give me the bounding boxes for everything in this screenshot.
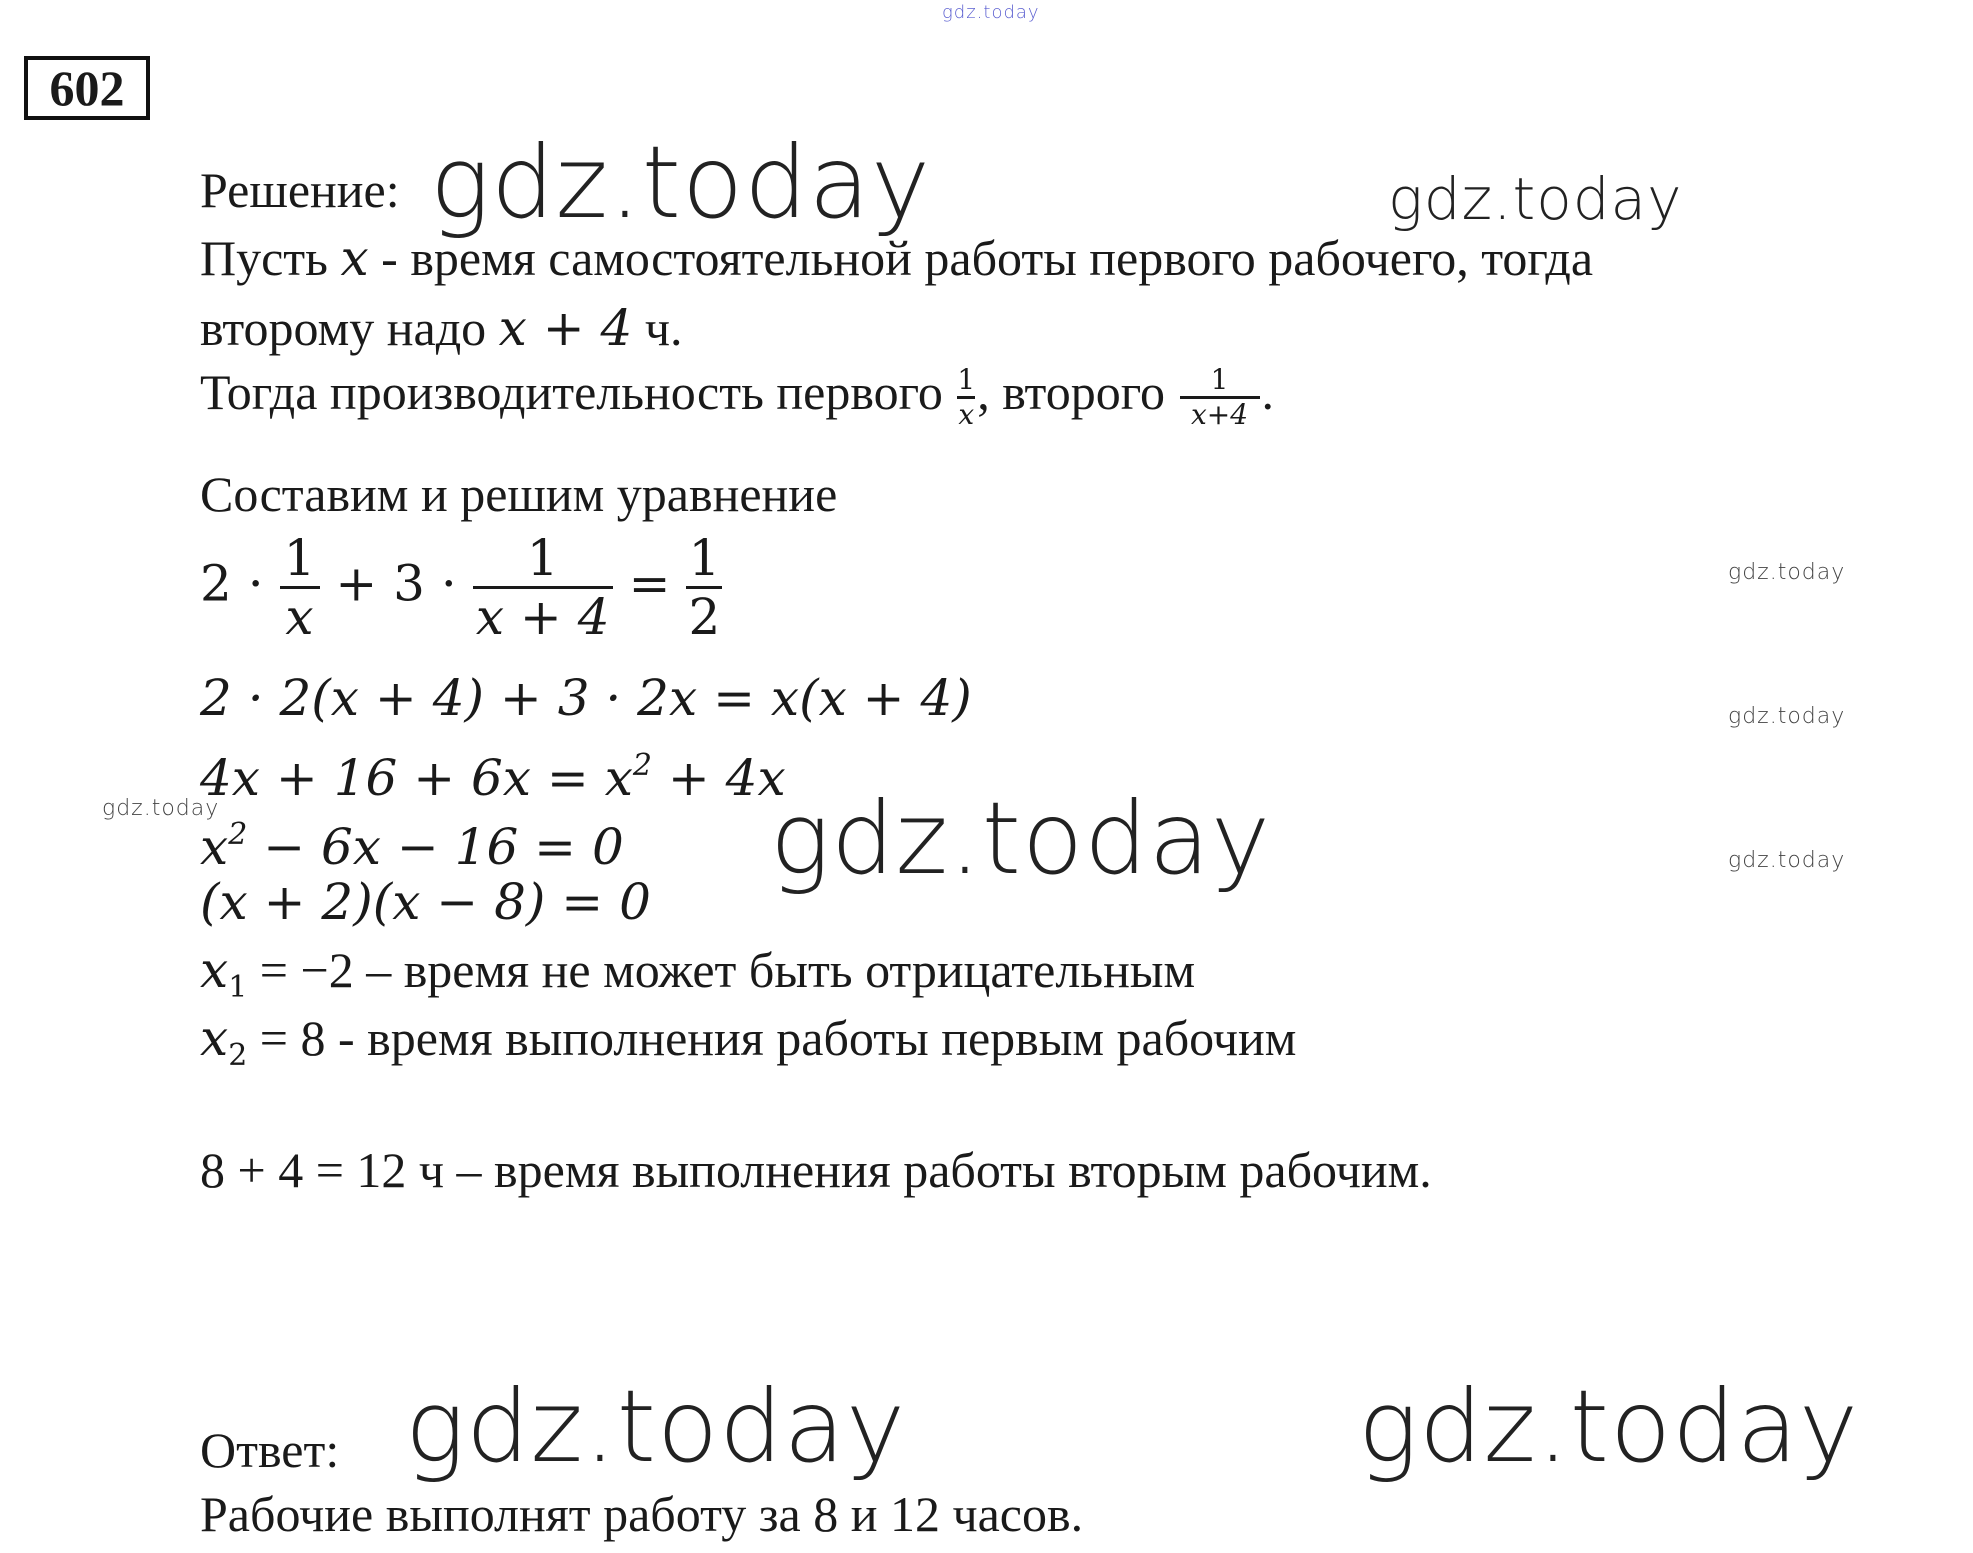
eq1-part-b: + 3 ·	[319, 554, 473, 613]
fraction-denominator: x + 4	[475, 588, 610, 646]
fraction-denominator: x	[285, 588, 314, 646]
eq1-fraction-2	[473, 530, 613, 645]
fraction-denominator: 2	[688, 588, 721, 646]
equation-5: (x + 2)(x − 8) = 0	[200, 873, 651, 931]
watermark-large-1: gdz.today	[430, 124, 932, 241]
eq4-rest: − 6x − 16 = 0	[247, 818, 624, 876]
eq7-var: x	[200, 1009, 229, 1067]
watermark-small-4: gdz.today	[102, 796, 220, 821]
eq3-left: 4x + 16 + 6x = x	[200, 749, 633, 807]
expr-x-plus-4: x + 4	[498, 299, 633, 357]
watermark-large-3: gdz.today	[405, 1368, 907, 1485]
text-line-3	[200, 362, 1274, 431]
eq1-fraction-3	[686, 530, 722, 645]
task-number: 602	[24, 56, 150, 120]
fraction-denominator: x	[958, 398, 975, 432]
watermark-medium-1: gdz.today	[1388, 165, 1683, 233]
answer-label: Ответ:	[200, 1422, 340, 1478]
fraction-numerator: 1	[526, 529, 559, 587]
text-line-3-start: Тогда производительность первого	[200, 364, 956, 420]
text-line-2	[200, 298, 683, 358]
eq1-fraction-1	[280, 530, 320, 645]
text-line-2-end: ч.	[632, 300, 683, 356]
var-x: x	[340, 229, 369, 287]
equation-1	[200, 530, 722, 645]
equation-7	[200, 1008, 1296, 1086]
equation-8: 8 + 4 = 12 ч – время выполнения работы вторым рабочим.	[200, 1142, 1432, 1198]
watermark-large-2: gdz.today	[770, 780, 1272, 897]
solution-label: Решение:	[200, 162, 400, 218]
fraction-numerator: 1	[1210, 363, 1229, 397]
equation-4	[200, 805, 624, 877]
text-line-4: Составим и решим уравнение	[200, 466, 838, 522]
watermark-small-3: gdz.today	[1728, 848, 1846, 873]
watermark-large-4: gdz.today	[1358, 1368, 1860, 1485]
text-line-1-start: Пусть	[200, 230, 341, 286]
eq4-var: x	[200, 818, 229, 876]
eq3-exponent: 2	[632, 748, 652, 783]
fraction-1-over-x-plus-4	[1180, 364, 1260, 431]
eq6-subscript: 1	[228, 970, 248, 1005]
fraction-numerator: 1	[957, 363, 976, 397]
eq4-exponent: 2	[228, 817, 248, 852]
watermark-top: gdz.today	[942, 2, 1040, 23]
text-line-3-end: .	[1261, 364, 1275, 420]
eq6-rest: = −2 – время не может быть отрицательным	[247, 942, 1196, 998]
eq1-part-a: 2 ·	[200, 554, 280, 613]
equation-3	[200, 736, 786, 808]
text-line-3-middle: , второго	[977, 364, 1178, 420]
equation-6	[200, 940, 1195, 1018]
eq6-var: x	[200, 941, 229, 999]
eq3-right: + 4x	[651, 749, 786, 807]
answer-text: Рабочие выполнят работу за 8 и 12 часов.	[200, 1486, 1084, 1542]
eq7-subscript: 2	[228, 1038, 248, 1073]
text-line-2-start: второму надо	[200, 300, 499, 356]
text-line-1-end: - время самостоятельной работы первого рабочего, тогда	[368, 230, 1594, 286]
equation-2: 2 · 2(x + 4) + 3 · 2x = x(x + 4)	[200, 669, 972, 727]
fraction-numerator: 1	[283, 529, 316, 587]
text-line-1	[200, 228, 1593, 288]
fraction-1-over-x	[957, 364, 975, 431]
eq7-rest: = 8 - время выполнения работы первым рабочим	[247, 1010, 1297, 1066]
fraction-numerator: 1	[688, 529, 721, 587]
eq1-part-c: =	[612, 554, 687, 613]
watermark-small-2: gdz.today	[1728, 704, 1846, 729]
fraction-denominator: x+4	[1190, 398, 1249, 432]
watermark-small-1: gdz.today	[1728, 560, 1846, 585]
